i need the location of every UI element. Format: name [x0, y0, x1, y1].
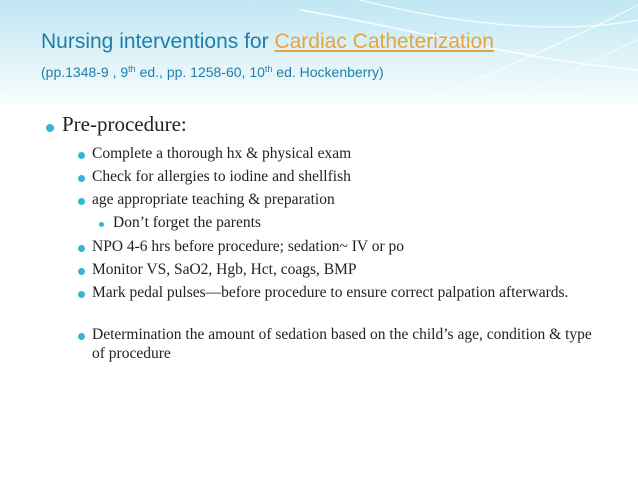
bullet-icon [78, 175, 85, 182]
subtitle-sup1: th [128, 64, 136, 74]
slide-subtitle [41, 64, 384, 80]
list-item: Complete a thorough hx & physical exam [92, 145, 352, 162]
bullet-icon [78, 333, 85, 340]
slide-title [41, 30, 494, 54]
subtitle-part2: ed., pp. 1258-60, 10 [135, 64, 265, 80]
title-prefix: Nursing interventions for [41, 30, 275, 53]
bullet-icon [46, 124, 54, 132]
list-item: age appropriate teaching & preparation [92, 191, 335, 208]
list-item: NPO 4-6 hrs before procedure; sedation~ IV or po [92, 238, 404, 255]
subtitle-sup2: th [264, 64, 273, 74]
title-link-cardiac-catheterization[interactable]: Cardiac Catheterization [274, 30, 494, 53]
slide-header [0, 0, 638, 104]
sub-bullet-icon [99, 222, 104, 227]
list-item: Determination the amount of sedation based on the child’s age, condition & type of procedure [92, 326, 592, 362]
section-heading: Pre-procedure: [62, 112, 187, 136]
bullet-icon [78, 291, 85, 298]
subtitle-part1: (pp.1348-9 , 9 [41, 64, 129, 80]
list-item: Check for allergies to iodine and shellfish [92, 168, 351, 185]
bullet-icon [78, 198, 85, 205]
subtitle-part3: ed. Hockenberry) [272, 64, 384, 80]
sub-list-item: Don’t forget the parents [113, 214, 261, 231]
bullet-icon [78, 152, 85, 159]
list-item: Monitor VS, SaO2, Hgb, Hct, coags, BMP [92, 261, 357, 278]
list-item: Mark pedal pulses—before procedure to ensure correct palpation afterwards. [92, 284, 569, 301]
bullet-icon [78, 268, 85, 275]
bullet-icon [78, 245, 85, 252]
